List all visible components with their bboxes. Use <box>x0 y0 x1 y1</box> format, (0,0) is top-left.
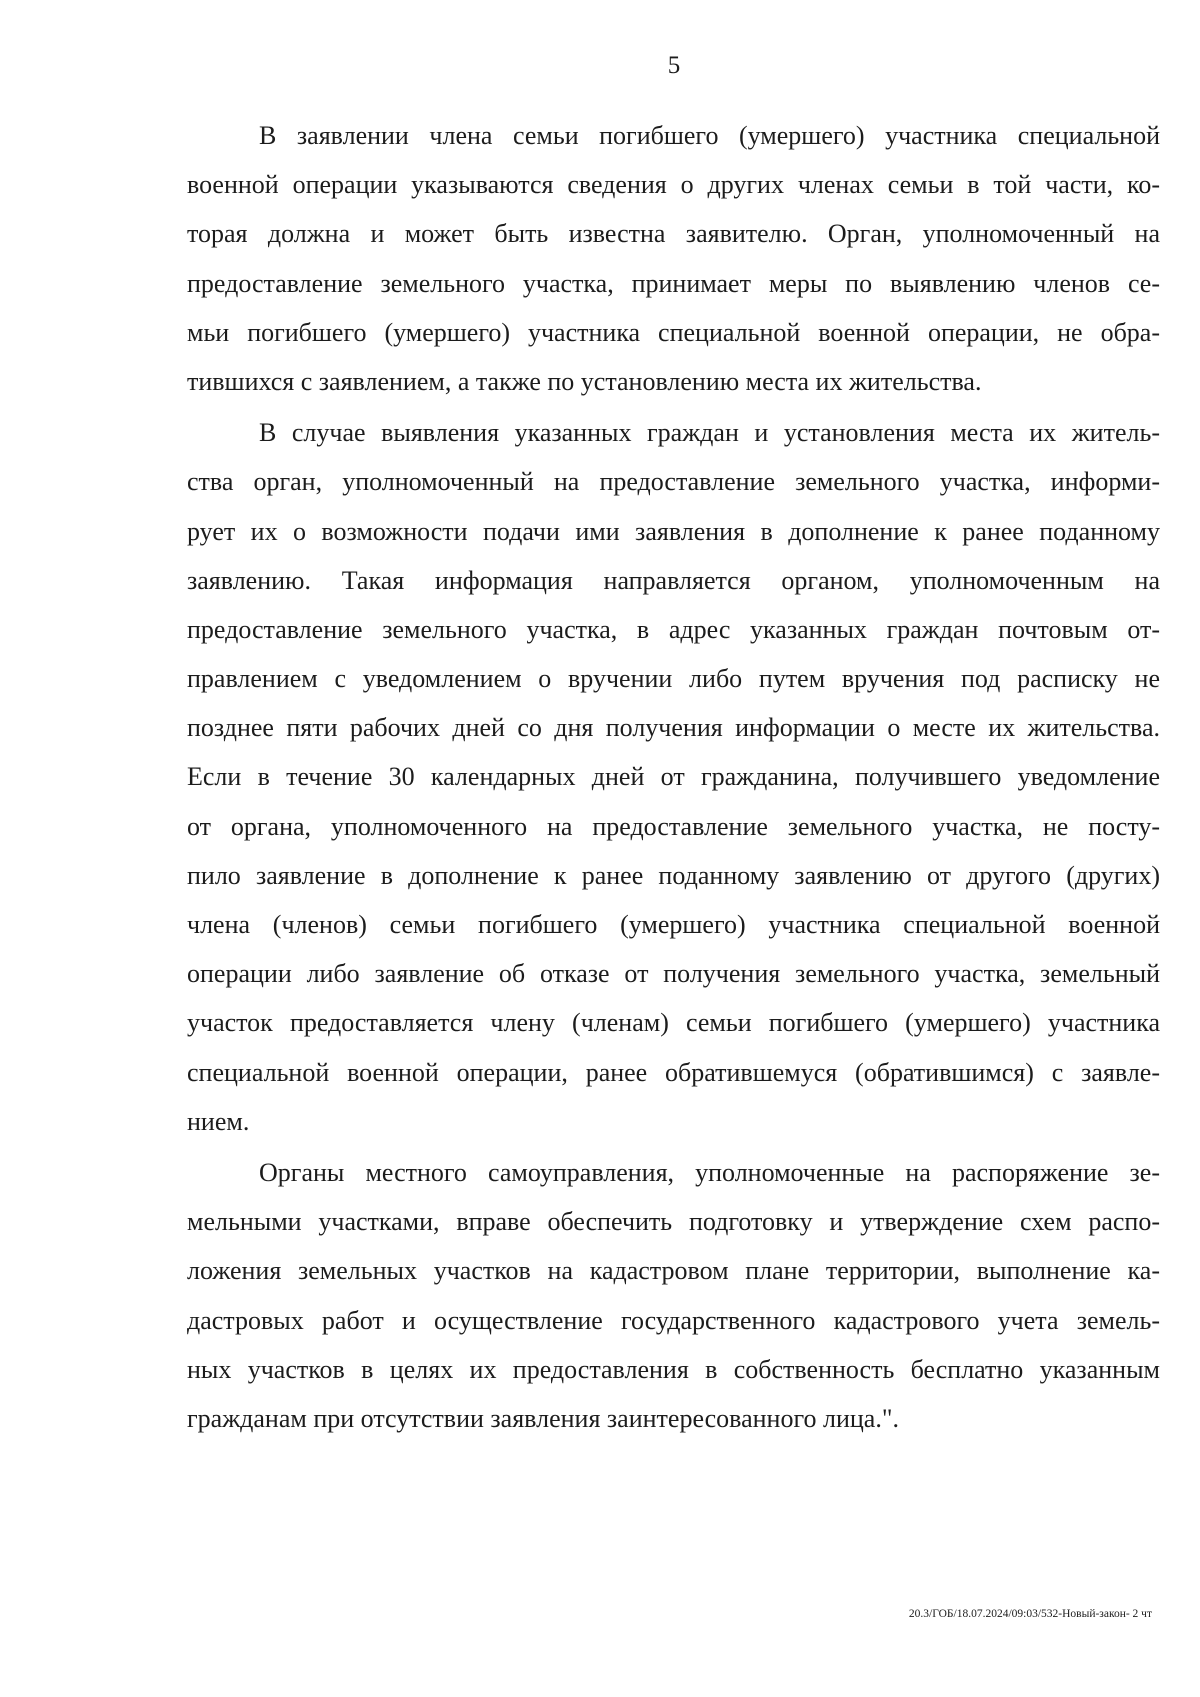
text-line: торая должна и может быть известна заявителю. Орган, уполномоченный на <box>187 219 1160 249</box>
text-line: позднее пяти рабочих дней со дня получения информации о месте их жительства. <box>187 713 1160 743</box>
text-line: рует их о возможности подачи ими заявления в дополнение к ранее поданному <box>187 516 1160 546</box>
text-line: гражданам при отсутствии заявления заинтересованного лица.". <box>187 1403 899 1433</box>
text-line: участок предоставляется члену (членам) семьи погибшего (умершего) участника <box>187 1008 1160 1038</box>
text-line: заявлению. Такая информация направляется органом, уполномоченным на <box>187 565 1160 595</box>
paragraph <box>187 408 1160 1146</box>
text-line: Если в течение 30 календарных дней от гражданина, получившего уведомление <box>187 762 1160 792</box>
text-line: пило заявление в дополнение к ранее поданному заявлению от другого (других) <box>187 860 1160 890</box>
paragraph <box>187 1148 1160 1443</box>
text-line: В случае выявления указанных граждан и установления места их житель- <box>259 418 1160 448</box>
text-line: Органы местного самоуправления, уполномоченные на распоряжение зе- <box>259 1157 1160 1187</box>
document-body <box>187 111 1160 1445</box>
text-line: предоставление земельного участка, в адрес указанных граждан почтовым от- <box>187 614 1160 644</box>
text-line: В заявлении члена семьи погибшего (умершего) участника специальной <box>259 121 1160 150</box>
text-line: военной операции указываются сведения о других членах семьи в той части, ко- <box>187 170 1160 200</box>
text-line: предоставление земельного участка, принимает меры по выявлению членов се- <box>187 268 1160 298</box>
document-footer-code: 20.3/ГОБ/18.07.2024/09:03/532-Новый-закон- 2 чт <box>908 1608 1152 1620</box>
text-line: операции либо заявление об отказе от получения земельного участка, земельный <box>187 959 1160 989</box>
text-line: члена (членов) семьи погибшего (умершего) участника специальной военной <box>187 910 1160 939</box>
text-line: ложения земельных участков на кадастровом плане территории, выполнение ка- <box>187 1256 1160 1286</box>
text-line: от органа, уполномоченного на предоставление земельного участка, не посту- <box>187 811 1160 841</box>
text-line: мьи погибшего (умершего) участника специальной военной операции, не обра- <box>187 317 1160 347</box>
text-line: тившихся с заявлением, а также по установлению места их жительства. <box>187 366 982 396</box>
text-line: нием. <box>187 1106 250 1136</box>
text-line: правлением с уведомлением о вручении либо путем вручения под расписку не <box>187 664 1160 694</box>
paragraph <box>187 111 1160 406</box>
text-line: дастровых работ и осуществление государственного кадастрового учета земель- <box>187 1305 1160 1335</box>
text-line: ных участков в целях их предоставления в собственность бесплатно указанным <box>187 1354 1160 1384</box>
text-line: ства орган, уполномоченный на предоставление земельного участка, информи- <box>187 467 1160 497</box>
page-number: 5 <box>667 52 681 79</box>
text-line: мельными участками, вправе обеспечить подготовку и утверждение схем распо- <box>187 1207 1160 1237</box>
text-line: специальной военной операции, ранее обратившемуся (обратившимся) с заявле- <box>187 1057 1160 1087</box>
